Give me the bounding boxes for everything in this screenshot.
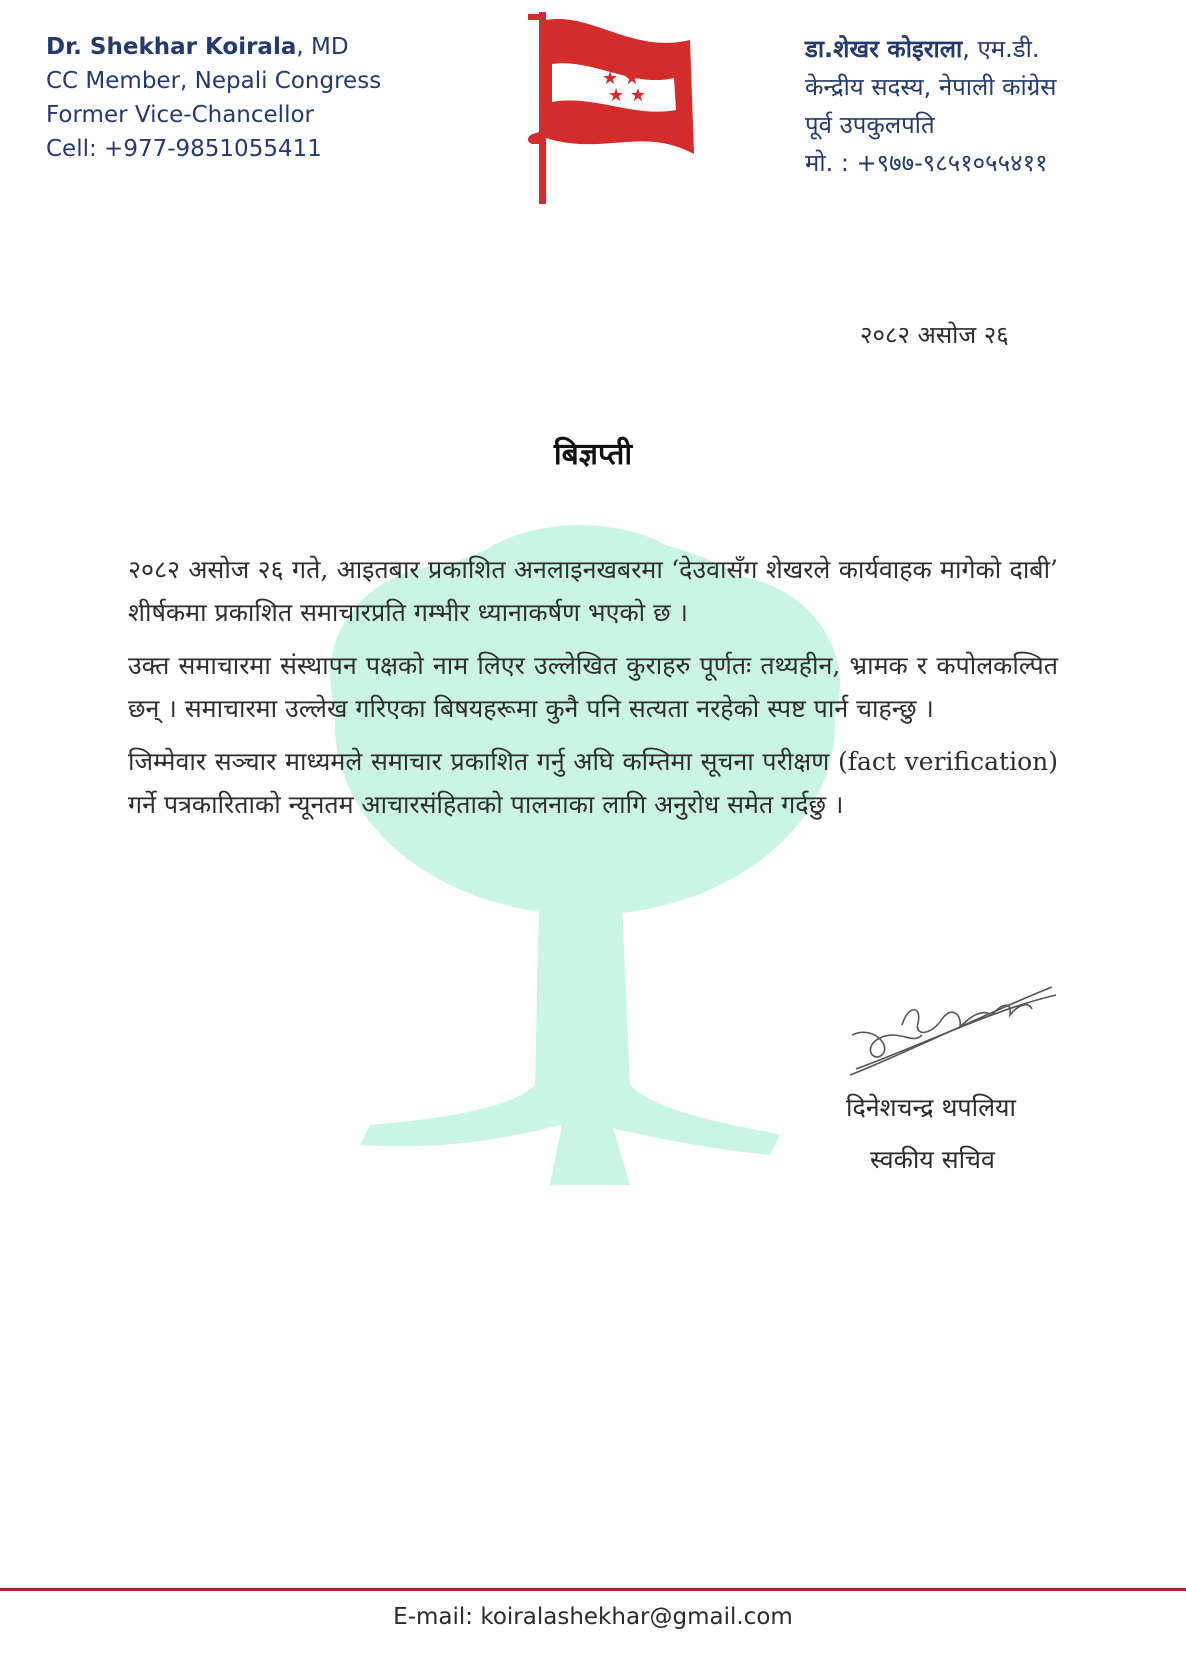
sender-name: Dr. Shekhar Koirala xyxy=(46,34,297,60)
signer-name: दिनेशचन्द्र थपलिया xyxy=(846,1093,1017,1122)
sender-position-np: केन्द्रीय सदस्य, नेपाली कांग्रेस xyxy=(805,73,1057,101)
letter-body xyxy=(128,548,1058,836)
paragraph-3: जिम्मेवार सञ्चार माध्यमले समाचार प्रकाशित गर्नु अघि कम्तिमा सूचना परीक्षण (fact verification) गर्ने पत्रकारिताको न्यूनतम आचारसंहिताको पालनाका लागि अनुरोध समेत गर्दछु । xyxy=(128,747,1058,819)
sender-name-np-line xyxy=(805,30,1057,68)
letterhead-nepali xyxy=(805,30,1057,182)
party-flag-icon xyxy=(522,6,704,206)
sender-degree-np: , एम.डी. xyxy=(962,35,1040,63)
letter-date: २०८२ असोज २६ xyxy=(860,321,1009,349)
sender-former-role: Former Vice-Chancellor xyxy=(46,102,314,128)
handwritten-signature xyxy=(842,975,1062,1085)
svg-text:★ ★: ★ ★ xyxy=(602,68,640,89)
sender-phone-np: मो. : +९७७-९८५१०५५४११ xyxy=(805,149,1048,177)
page-title: बिज्ञप्ती xyxy=(553,437,633,472)
sender-position: CC Member, Nepali Congress xyxy=(46,68,382,94)
paragraph-1: २०८२ असोज २६ गते, आइतबार प्रकाशित अनलाइनखबरमा ‘देउवासँग शेखरले कार्यवाहक मागेको दाबी’ शीर्षकमा प्रकाशित समाचारप्रति गम्भीर ध्यानाकर्षण भएको छ । xyxy=(128,555,1058,627)
footer-divider xyxy=(0,1588,1186,1591)
svg-text:★ ★: ★ ★ xyxy=(608,85,646,106)
sender-name-np: डा.शेखर कोइराला xyxy=(805,35,963,63)
sender-former-role-np: पूर्व उपकुलपति xyxy=(805,111,935,139)
sender-name-line xyxy=(46,30,381,64)
sender-degree: , MD xyxy=(296,34,349,60)
signer-title: स्वकीय सचिव xyxy=(870,1145,995,1174)
sender-phone: Cell: +977-9851055411 xyxy=(46,136,322,162)
footer-email: E-mail: koiralashekhar@gmail.com xyxy=(393,1604,793,1630)
letterhead-english xyxy=(46,30,381,166)
paragraph-2: उक्त समाचारमा संस्थापन पक्षको नाम लिएर उल्लेखित कुराहरु पूर्णतः तथ्यहीन, भ्रामक र कपोलकल्पित छन् । समाचारमा उल्लेख गरिएका बिषयहरूमा कुनै पनि सत्यता नरहेको स्पष्ट पार्न चाहन्छु । xyxy=(128,651,1058,723)
